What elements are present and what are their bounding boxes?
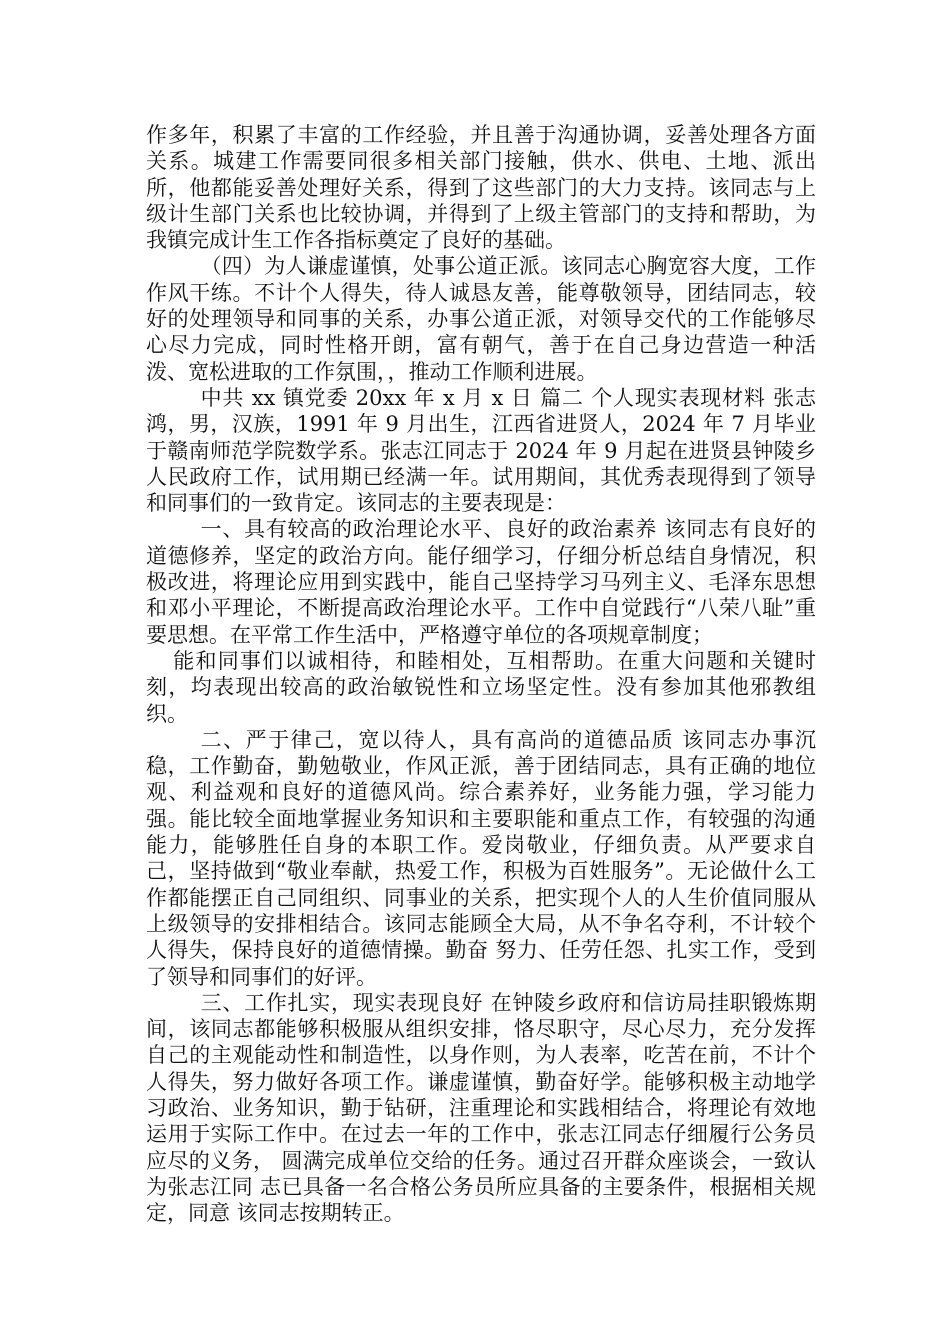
paragraph-point-three: 三、工作扎实，现实表现良好 在钟陵乡政府和信访局挂职锻炼期间，该同志都能够积极服从组织安排，恪尽职守，尽心尽力，充分发挥自己的主观能动性和制造性，以身作则，为人表率，吃苦在前，不计个人得失，努力做好各项工作。谦虚谨慎，勤奋好学。能够积极主动地学习政治、业务知识，勤于钻研，注重理论和实践相结合，将理论有效地运用于实际工作中。在过去一年的工作中，张志江同志仔细履行公务员应尽的义务， 圆满完成单位交给的任务。通过召开群众座谈会，一致认为张志江同 志已具备一名合格公务员所应具备的主要条件，根据相关规定，同意 该同志按期转正。 <box>146 990 816 1226</box>
paragraph-point-one-continued: 能和同事们以诚相待，和睦相处，互相帮助。在重大问题和关键时刻，均表现出较高的政治敏锐性和立场坚定性。没有参加其他邪教组织。 <box>146 648 816 726</box>
paragraph-point-two: 二、严于律己，宽以待人，具有高尚的道德品质 该同志办事沉稳，工作勤奋，勤勉敬业，作风正派，善于团结同志，具有正确的地位观、利益观和良好的道德风尚。综合素养好，业务能力强，学习能力强。能比较全面地掌握业务知识和主要职能和重点工作，有较强的沟通能力，能够胜任自身的本职工作。爱岗敬业，仔细负责。从严要求自己，坚持做到“敬业奉献，热爱工作，积极为百姓服务”。无论做什么工作都能摆正自己同组织、同事业的关系，把实现个人的人生价值同服从上级领导的安排相结合。该同志能顾全大局，从不争名夺利，不计较个人得失，保持良好的道德情操。勤奋 努力、任劳任怨、扎实工作，受到了领导和同事们的好评。 <box>146 727 816 989</box>
paragraph-point-one: 一、具有较高的政治理论水平、良好的政治素养 该同志有良好的道德修养，坚定的政治方向。能仔细学习，仔细分析总结自身情况，积极改进，将理论应用到实践中，能自己坚持学习马列主义、毛泽东思想和邓小平理论，不断提高政治理论水平。工作中自觉践行“八荣八耻”重要思想。在平常工作生活中，严格遵守单位的各项规章制度； <box>146 517 816 647</box>
paragraph-section-four: （四）为人谦虚谨慎，处事公道正派。该同志心胸宽容大度，工作作风干练。不计个人得失，待人诚恳友善，能尊敬领导，团结同志，较好的处理领导和同事的关系，办事公道正派，对领导交代的工作能够尽心尽力完成，同时性格开朗，富有朝气，善于在自己身边营造一种活泼、宽松进取的工作氛围，，推动工作顺利进展。 <box>146 254 816 384</box>
document-body <box>146 122 816 1226</box>
paragraph-continuation: 作多年，积累了丰富的工作经验，并且善于沟通协调，妥善处理各方面关系。城建工作需要同很多相关部门接触，供水、供电、土地、派出所，他都能妥善处理好关系，得到了这些部门的大力支持。该同志与上级计生部门关系也比较协调，并得到了上级主管部门的支持和帮助，为我镇完成计生工作各指标奠定了良好的基础。 <box>146 123 816 253</box>
paragraph-signature-and-part-two: 中共 xx 镇党委 20xx 年 x 月 x 日 篇二 个人现实表现材料 张志鸿，男，汉族，1991 年 9 月出生，江西省进贤人，2024 年 7 月毕业于赣南师范学院数学系。张志江同志于 2024 年 9 月起在进贤县钟陵乡人民政府工作，试用期已经满一年。试用期间，其优秀表现得到了领导和同事们的一致肯定。该同志的主要表现是： <box>146 385 816 516</box>
